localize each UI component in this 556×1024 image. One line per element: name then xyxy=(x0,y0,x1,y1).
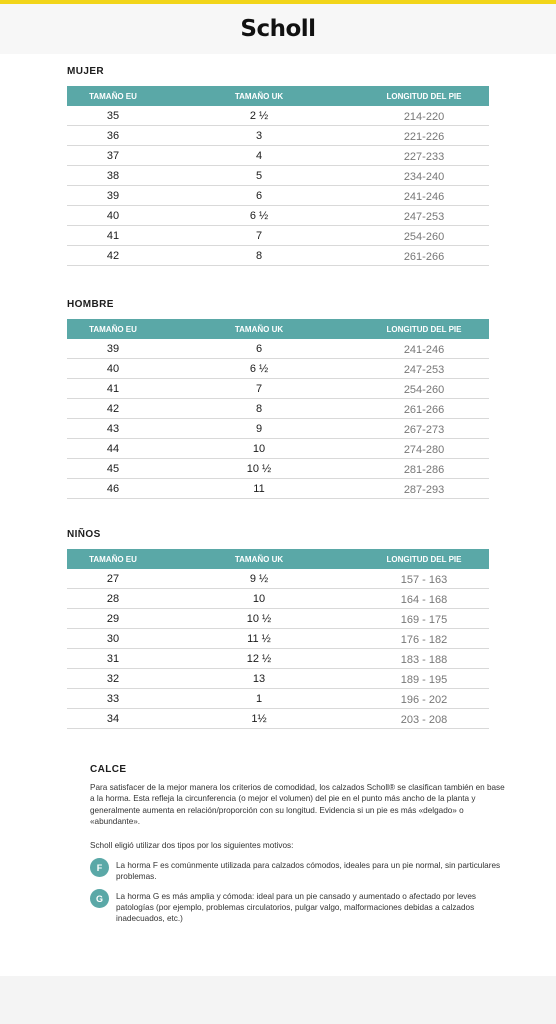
foot-length-cell: 169 - 175 xyxy=(400,613,448,626)
uk-size-cell: 6 ½ xyxy=(249,362,269,375)
eu-size-cell: 28 xyxy=(106,592,120,605)
foot-length-cell: 281-286 xyxy=(403,463,445,476)
uk-size-cell: 2 ½ xyxy=(249,109,269,122)
table-row xyxy=(67,206,489,226)
uk-size-cell: 6 xyxy=(255,189,263,202)
eu-size-cell: 39 xyxy=(106,189,120,202)
foot-length-cell: 183 - 188 xyxy=(400,653,448,666)
eu-size-cell: 33 xyxy=(106,692,120,705)
foot-length-cell: 274-280 xyxy=(403,443,445,456)
table-row xyxy=(67,339,489,359)
table-row xyxy=(67,106,489,126)
table-header xyxy=(67,549,489,569)
uk-size-cell: 6 xyxy=(255,342,263,355)
uk-size-cell: 8 xyxy=(255,402,263,415)
section-title: NIÑOS xyxy=(67,529,101,540)
foot-length-cell: 247-253 xyxy=(403,363,445,376)
column-header: LONGITUD DEL PIE xyxy=(386,91,462,101)
horma-g-text: La horma G es más amplia y cómoda: ideal para un pie cansado y aumentado o afectado por leves patologías (por ejemplo, problemas circulatorios, pulgar valgo, malformaciones debidas a calzados inadecuados, etc.) xyxy=(116,892,477,924)
foot-length-cell: 189 - 195 xyxy=(400,673,448,686)
horma-g-badge: G xyxy=(90,889,109,908)
foot-length-cell: 254-260 xyxy=(403,230,445,243)
eu-size-cell: 45 xyxy=(106,462,120,475)
table-row xyxy=(67,589,489,609)
table-row xyxy=(67,439,489,459)
horma-g-item xyxy=(90,891,510,924)
uk-size-cell: 3 xyxy=(255,129,263,142)
section-title: MUJER xyxy=(67,66,105,77)
foot-length-cell: 176 - 182 xyxy=(400,633,448,646)
table-row xyxy=(67,146,489,166)
uk-size-cell: 10 ½ xyxy=(246,462,272,475)
uk-size-cell: 6 ½ xyxy=(249,209,269,222)
table-row xyxy=(67,669,489,689)
foot-length-cell: 203 - 208 xyxy=(400,713,448,726)
table-row xyxy=(67,126,489,146)
eu-size-cell: 42 xyxy=(106,249,120,262)
eu-size-cell: 42 xyxy=(106,402,120,415)
foot-length-cell: 241-246 xyxy=(403,343,445,356)
table-row xyxy=(67,479,489,499)
eu-size-cell: 46 xyxy=(106,482,120,495)
eu-size-cell: 27 xyxy=(106,572,120,585)
table-row xyxy=(67,166,489,186)
uk-size-cell: 5 xyxy=(255,169,263,182)
foot-length-cell: 221-226 xyxy=(403,130,445,143)
table-row xyxy=(67,359,489,379)
uk-size-cell: 9 ½ xyxy=(249,572,269,585)
page-header xyxy=(0,4,556,54)
calce-paragraph-2: Scholl eligió utilizar dos tipos por los siguientes motivos: xyxy=(90,840,294,850)
uk-size-cell: 11 xyxy=(253,482,265,495)
horma-f-item xyxy=(90,860,510,882)
eu-size-cell: 31 xyxy=(106,652,120,665)
table-row xyxy=(67,419,489,439)
eu-size-cell: 36 xyxy=(106,129,120,142)
foot-length-cell: 261-266 xyxy=(403,403,445,416)
eu-size-cell: 41 xyxy=(106,382,120,395)
uk-size-cell: 7 xyxy=(255,382,263,395)
uk-size-cell: 7 xyxy=(255,229,263,242)
calce-paragraph-1: Para satisfacer de la mejor manera los criterios de comodidad, los calzados Scholl® se clasifican también en base a la horma. Esta refleja la circunferencia (o mejor el volumen) del pie en el punto más ancho de la planta y generalmente aumenta en relación/proporción con su longitud. Evidencia si un pie es más «delgado» o «abundante». xyxy=(90,783,505,827)
foot-length-cell: 267-273 xyxy=(403,423,445,436)
eu-size-cell: 39 xyxy=(106,342,120,355)
foot-length-cell: 234-240 xyxy=(403,170,445,183)
column-header: TAMAÑO UK xyxy=(234,91,284,101)
column-header: TAMAÑO EU xyxy=(89,324,137,334)
table-row xyxy=(67,629,489,649)
eu-size-cell: 32 xyxy=(106,672,120,685)
foot-length-cell: 227-233 xyxy=(403,150,445,163)
foot-length-cell: 157 - 163 xyxy=(400,573,448,586)
foot-length-cell: 254-260 xyxy=(403,383,445,396)
foot-length-cell: 196 - 202 xyxy=(400,693,448,706)
eu-size-cell: 43 xyxy=(106,422,120,435)
uk-size-cell: 13 xyxy=(252,672,266,685)
uk-size-cell: 9 xyxy=(255,422,263,435)
foot-length-cell: 261-266 xyxy=(403,250,445,263)
table-row xyxy=(67,379,489,399)
uk-size-cell: 11 ½ xyxy=(247,632,271,645)
eu-size-cell: 35 xyxy=(106,109,120,122)
table-row xyxy=(67,399,489,419)
horma-f-text: La horma F es comúnmente utilizada para calzados cómodos, ideales para un pie normal, sin particulares problemas. xyxy=(116,861,501,882)
table-row xyxy=(67,609,489,629)
calce-section xyxy=(90,763,510,924)
uk-size-cell: 10 xyxy=(252,442,266,455)
table-row xyxy=(67,186,489,206)
eu-size-cell: 40 xyxy=(106,209,120,222)
page-footer xyxy=(0,976,556,1024)
uk-size-cell: 10 xyxy=(252,592,266,605)
eu-size-cell: 29 xyxy=(106,612,120,625)
uk-size-cell: 12 ½ xyxy=(246,652,272,665)
table-row xyxy=(67,709,489,729)
table-row xyxy=(67,689,489,709)
horma-f-badge: F xyxy=(90,858,109,877)
foot-length-cell: 164 - 168 xyxy=(400,593,448,606)
uk-size-cell: 4 xyxy=(255,149,263,162)
uk-size-cell: 1½ xyxy=(251,712,267,725)
table-row xyxy=(67,226,489,246)
calce-title: CALCE xyxy=(90,764,127,775)
uk-size-cell: 10 ½ xyxy=(246,612,272,625)
table-row xyxy=(67,246,489,266)
column-header: TAMAÑO UK xyxy=(234,554,284,564)
eu-size-cell: 40 xyxy=(106,362,120,375)
scholl-logo: Scholl xyxy=(240,16,316,42)
column-header: TAMAÑO EU xyxy=(89,91,137,101)
foot-length-cell: 214-220 xyxy=(403,110,445,123)
table-row xyxy=(67,569,489,589)
foot-length-cell: 241-246 xyxy=(403,190,445,203)
column-header: LONGITUD DEL PIE xyxy=(386,324,462,334)
section-mujer xyxy=(67,65,489,266)
foot-length-cell: 287-293 xyxy=(403,483,445,496)
eu-size-cell: 37 xyxy=(106,149,120,162)
eu-size-cell: 34 xyxy=(106,712,120,725)
section-title: HOMBRE xyxy=(67,299,114,310)
column-header: TAMAÑO UK xyxy=(234,324,284,334)
table-header xyxy=(67,319,489,339)
column-header: LONGITUD DEL PIE xyxy=(386,554,462,564)
foot-length-cell: 247-253 xyxy=(403,210,445,223)
eu-size-cell: 30 xyxy=(106,632,120,645)
column-header: TAMAÑO EU xyxy=(89,554,137,564)
section-ninos xyxy=(67,528,489,729)
section-hombre xyxy=(67,298,489,499)
eu-size-cell: 44 xyxy=(106,442,120,455)
uk-size-cell: 1 xyxy=(255,692,263,705)
uk-size-cell: 8 xyxy=(255,249,263,262)
eu-size-cell: 41 xyxy=(106,229,120,242)
table-header xyxy=(67,86,489,106)
eu-size-cell: 38 xyxy=(106,169,120,182)
table-row xyxy=(67,649,489,669)
table-row xyxy=(67,459,489,479)
